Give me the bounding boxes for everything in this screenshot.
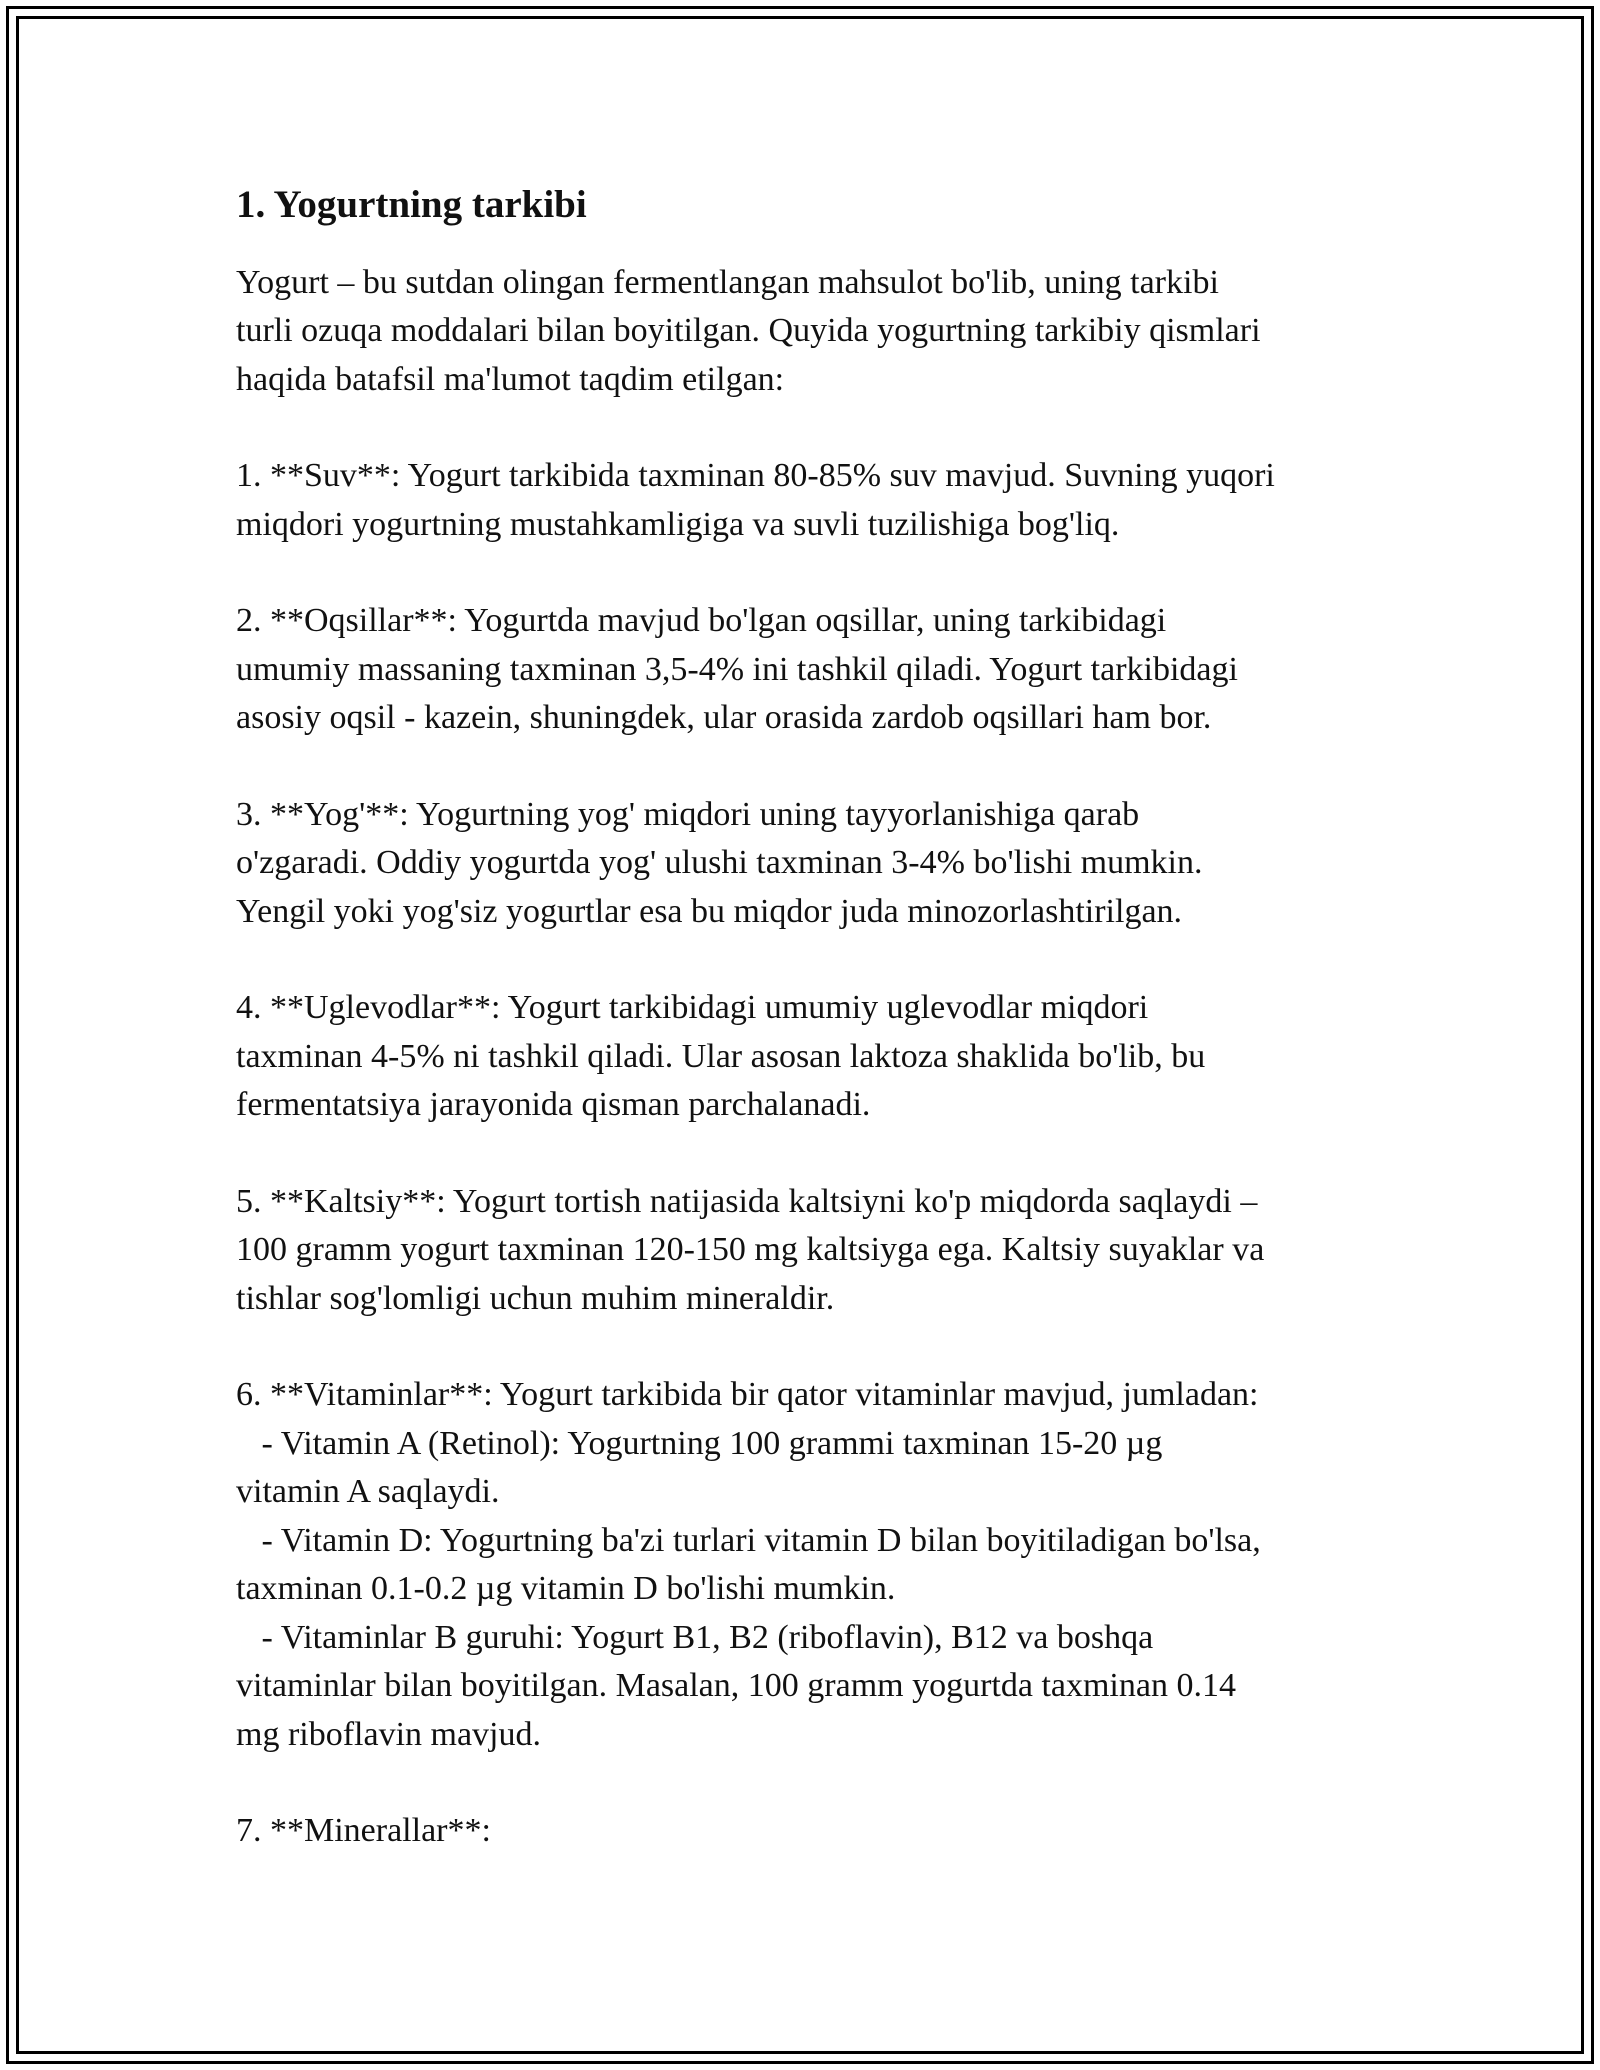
text-line: - Vitaminlar B guruhi: Yogurt B1, B2 (riboflavin), B12 va boshqa [236,1618,1154,1656]
text-line: o'zgaradi. Oddiy yogurtda yog' ulushi taxminan 3-4% bo'lishi mumkin. [236,844,1203,882]
text-line: 4. **Uglevodlar**: Yogurt tarkibidagi umumiy uglevodlar miqdori [236,989,1149,1027]
paragraph [236,791,1376,937]
text-line: Yogurt – bu sutdan olingan fermentlangan mahsulot bo'lib, uning tarkibi [236,263,1219,301]
text-line: fermentatsiya jarayonida qisman parchalanadi. [236,1086,871,1124]
text-line: 6. **Vitaminlar**: Yogurt tarkibida bir qator vitaminlar mavjud, jumladan: [236,1376,1259,1414]
text-line: umumiy massaning taxminan 3,5-4% ini tashkil qiladi. Yogurt tarkibidagi [236,650,1238,688]
text-line: tishlar sog'lomligi uchun muhim mineraldir. [236,1279,835,1317]
paragraph-list [236,259,1376,1856]
text-line: vitaminlar bilan boyitilgan. Masalan, 100 gramm yogurtda taxminan 0.14 [236,1667,1236,1705]
text-line: 2. **Oqsillar**: Yogurtda mavjud bo'lgan oqsillar, uning tarkibidagi [236,602,1167,640]
text-line: Yengil yoki yog'siz yogurtlar esa bu miqdor juda minozorlashtirilgan. [236,892,1183,930]
paragraph [236,984,1376,1130]
text-line: - Vitamin A (Retinol): Yogurtning 100 grammi taxminan 15-20 µg [236,1424,1163,1462]
section-heading: 1. Yogurtning tarkibi [236,183,587,226]
text-line: haqida batafsil ma'lumot taqdim etilgan: [236,360,785,398]
paragraph [236,1807,1376,1856]
text-line: - Vitamin D: Yogurtning ba'zi turlari vitamin D bilan boyitiladigan bo'lsa, [236,1521,1261,1559]
text-line: miqdori yogurtning mustahkamligiga va suvli tuzilishiga bog'liq. [236,505,1120,543]
paragraph [236,597,1376,743]
text-line: taxminan 4-5% ni tashkil qiladi. Ular asosan laktoza shaklida bo'lib, bu [236,1037,1206,1075]
text-line: asosiy oqsil - kazein, shuningdek, ular orasida zardob oqsillari ham bor. [236,699,1212,737]
document-body [236,180,1376,1904]
paragraph [236,1178,1376,1324]
text-line: taxminan 0.1-0.2 µg vitamin D bo'lishi mumkin. [236,1570,896,1608]
text-line: mg riboflavin mavjud. [236,1715,542,1753]
text-line: 5. **Kaltsiy**: Yogurt tortish natijasida kaltsiyni ko'p miqdorda saqlaydi – [236,1182,1258,1220]
text-line: 100 gramm yogurt taxminan 120-150 mg kaltsiyga ega. Kaltsiy suyaklar va [236,1231,1265,1269]
text-line: turli ozuqa moddalari bilan boyitilgan. Quyida yogurtning tarkibiy qismlari [236,312,1261,350]
text-line: 3. **Yog'**: Yogurtning yog' miqdori uning tayyorlanishiga qarab [236,795,1140,833]
paragraph [236,259,1376,405]
paragraph [236,452,1376,549]
text-line: 7. **Minerallar**: [236,1812,491,1850]
text-line: 1. **Suv**: Yogurt tarkibida taxminan 80-85% suv mavjud. Suvning yuqori [236,457,1275,495]
text-line: vitamin A saqlaydi. [236,1473,500,1511]
paragraph [236,1371,1376,1759]
